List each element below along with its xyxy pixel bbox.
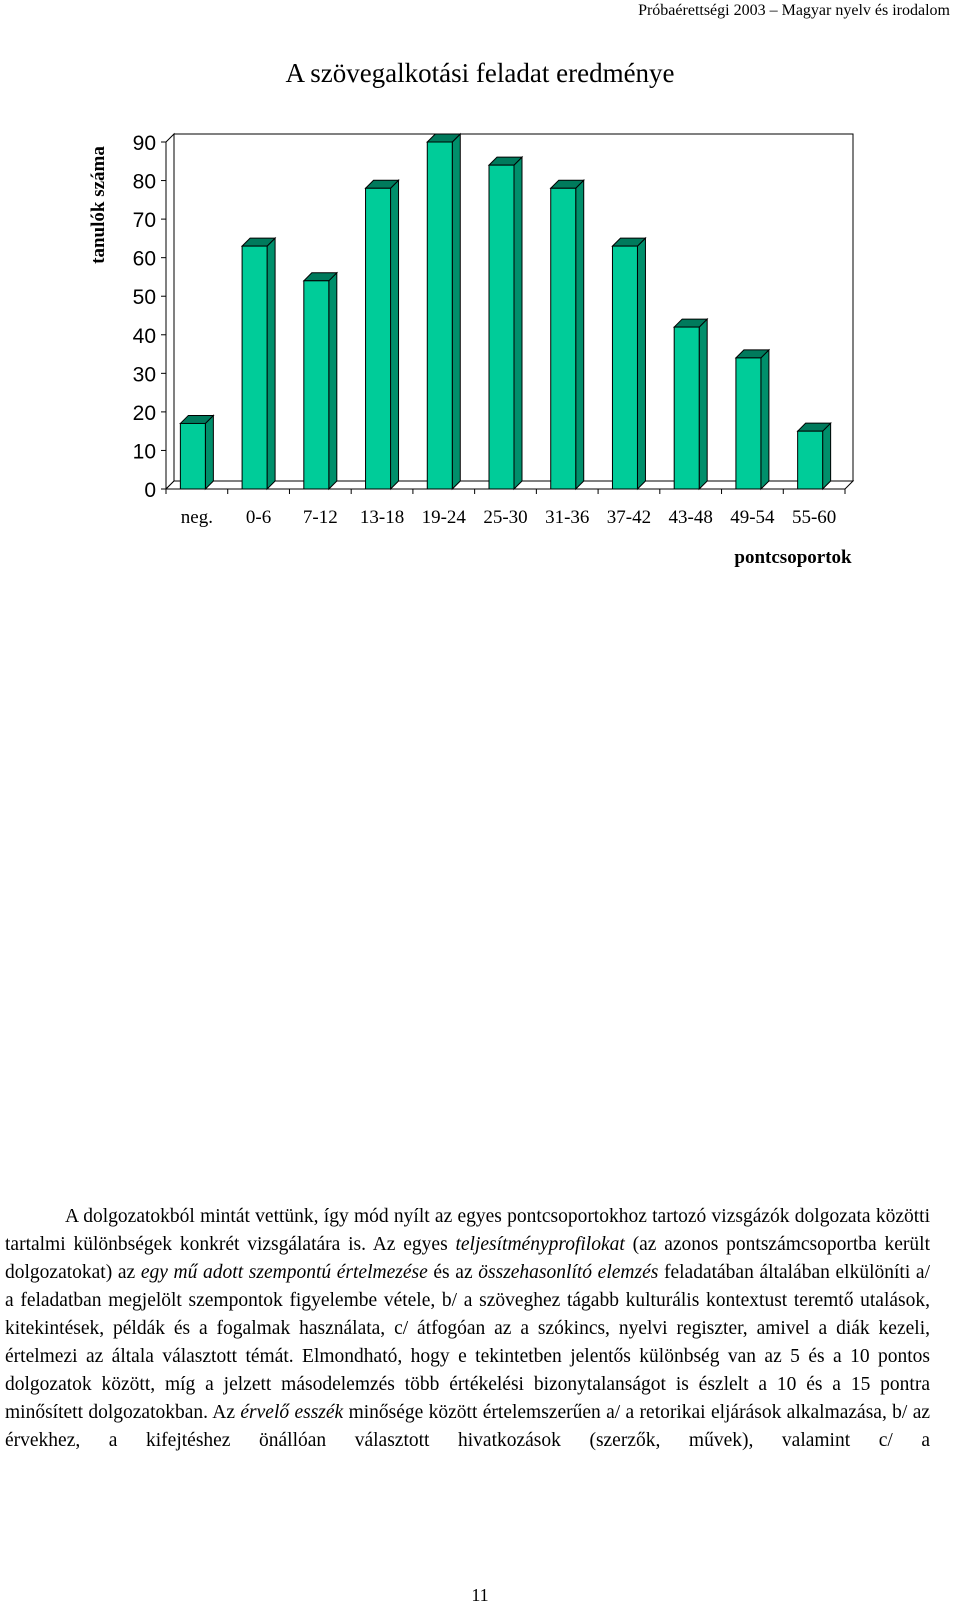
x-tick-label: 25-30 [483,507,528,528]
x-tick-label: 37-42 [606,507,652,528]
body-paragraph [5,1203,930,1455]
bar [366,188,391,489]
y-tick-label: 10 [132,440,156,464]
y-tick-label: 60 [132,247,156,271]
bar-side [267,238,275,489]
bar-side [637,238,645,489]
x-tick-label: 7-12 [302,507,338,528]
bar-side [452,134,460,489]
text-run: és az [427,1262,479,1283]
bar-side [391,180,399,489]
bar-side [699,319,707,489]
text-run: minősége között értelemszerűen a/ a retorikai eljárások alkalmazása, b/ az érvekhez, a kifejtéshez önállóan választott hivatkozások (szerzők, művek), valamint c/ a [5,1402,931,1451]
x-tick-label: neg. [180,507,213,528]
italic-term: teljesítményprofilokat [455,1234,625,1255]
bar-side [329,273,337,489]
x-tick-label: 0-6 [245,507,272,528]
chart-title: A szövegalkotási feladat eredménye [285,58,675,88]
y-tick-label: 90 [132,132,156,155]
italic-term: érvelő esszék [240,1402,344,1423]
y-tick-label: 50 [132,286,156,310]
y-tick-label: 30 [132,363,156,387]
page-number: 11 [471,1585,489,1605]
text-run: (az azonos pontszámcsoportba került dolgozatokat) az [5,1234,930,1283]
bar [427,142,452,489]
bar [674,327,699,489]
bar-side [823,423,831,489]
italic-term: összehasonlító elemzés [478,1262,659,1283]
bar [180,423,205,489]
y-axis-title: tanulók száma [88,146,109,264]
y-tick-label: 80 [132,170,156,194]
x-tick-label: 49-54 [730,507,775,528]
bar [242,246,267,489]
bar-side [761,350,769,489]
bar [304,281,329,489]
running-header: Próbaérettségi 2003 – Magyar nyelv és irodalom [638,2,950,19]
text-run: A dolgozatokból mintát vettünk, így mód nyílt az egyes pontcsoportokhoz tartozó vizsgázók dolgozata közötti tartalmi különbségek konkrét vizsgálatára is. Az egyes [5,1206,930,1255]
bar-chart [0,0,960,600]
y-tick-label: 0 [144,479,156,502]
italic-term: egy mű adott szempontú értelmezése [140,1262,428,1283]
plot-side-wall [166,134,174,489]
x-tick-label: 13-18 [359,507,405,528]
bar-side [576,180,584,489]
x-tick-label: 19-24 [421,507,466,528]
x-tick-label: 55-60 [791,507,837,528]
bar-side [514,157,522,489]
bar [612,246,637,489]
bar-side [205,415,213,489]
bar [736,358,761,489]
x-axis-title: pontcsoportok [734,547,852,568]
x-tick-label: 31-36 [545,507,590,528]
x-tick-label: 43-48 [668,507,713,528]
bar [489,165,514,489]
bar [798,431,823,489]
y-tick-label: 20 [132,401,156,425]
y-tick-label: 70 [132,209,156,233]
body-text [5,1203,930,1455]
text-run: feladatában általában elkülöníti a/ a feladatban megjelölt szempontok figyelembe vétele, b/ a szöveghez tágabb kulturális kontextust teremtő utalások, kitekintések, példák és a fogalmak használata, c/ átfogóan az a szókincs, nyelvi regiszter, amivel a diák kezeli, értelmezi az általa választott témát. Elmondható, hogy e tekintetben jelentős különbség van az 5 és a 10 pontos dolgozatok között, míg a jelzett másodelemzés több értékelési bizonytalanságot is észlelt a 10 és a 15 pontra minősített dolgozatokban. Az [5,1262,930,1423]
bar [551,188,576,489]
y-tick-label: 40 [132,324,156,348]
